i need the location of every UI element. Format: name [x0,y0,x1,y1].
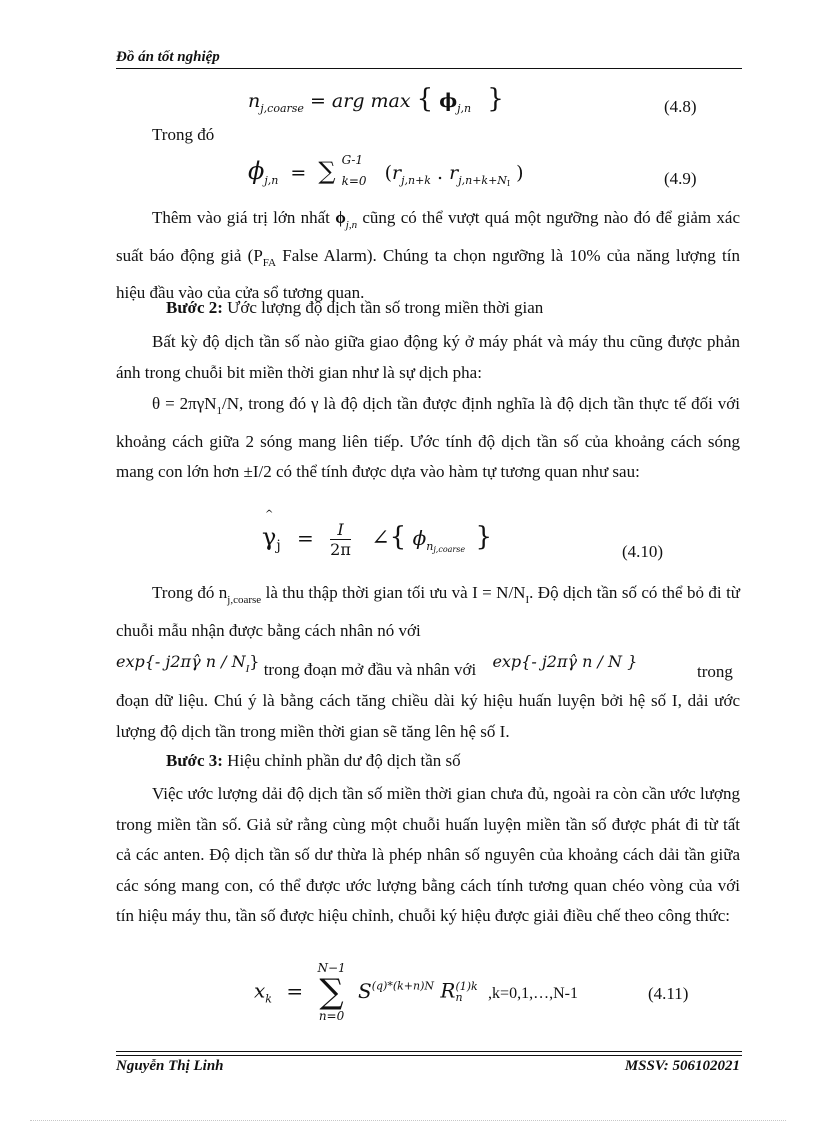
step2-heading [166,298,543,318]
paragraph-coarse [116,578,740,646]
eq-4-9-phi-sub: j,n [264,174,279,187]
eq-4-9-term2-sub: j,n+k+N [458,174,507,187]
eq-number-4-10: (4.10) [622,542,664,561]
step3-text: Hiệu chỉnh phần dư độ dịch tần số [222,751,461,770]
para5-text: đoạn dữ liệu. Chú ý là bằng cách tăng chiều dài ký hiệu huấn luyện bởi hệ số I, dải ước lượng độ dịch tần trong miền thời gian sẽ tăng lên hệ số I. [116,691,740,741]
eq-4-11-sum-bottom: n=0 [318,1009,345,1023]
para3-sub: 1 [216,405,223,417]
paragraph-residual [116,779,740,932]
para3-part-b: /N, trong đó γ là độ dịch tần được định nghĩa là độ dịch tần thực tế đối với khoảng cách giữa 2 sóng mang liên tiếp. Ước tính độ dịch tần số của khoảng cách sóng mang con lớn hơn ±I/2 có thể tính được dựa vào hàm tự tương quan như sau: [116,394,740,481]
page-bottom-dotted-border [30,1120,786,1121]
eq-number-4-9: (4.9) [664,169,697,188]
para4-sub2: I [525,594,530,606]
step3-heading [166,751,461,771]
eq-4-9-sum-bottom: k=0 [341,174,367,188]
exp-line-end: trong [697,662,733,681]
equation-4-11: $x_k$ = N−1 ∑ n=0 $S^{(q)*(k+n)N}$ R (1)k n ,k=0,1,…,N-1 [254,961,578,1023]
para2-text: Bất kỳ độ dịch tần số nào giữa giao động ký ở máy phát và máy thu cũng được phản ánh trong chuỗi bit miền thời gian như là sự dịch pha: [116,332,740,382]
para3-part-a: θ = 2πγN [152,394,217,413]
eq-4-11-range: ,k=0,1,…,N-1 [488,984,578,1002]
para1-phi-sub: j,n [345,219,358,231]
exp-line [116,652,638,679]
para1-pfa-sub: FA [262,256,277,269]
trong-do-label: Trong đó [152,125,215,144]
paragraph-threshold: Thêm vào giá trị lớn nhất $\phi_{j,n}$ cũng có thể vượt quá một ngưỡng nào đó để giảm xác suất báo động giả ($P_{FA}$ False Alarm). Chúng ta chọn ngưỡng là 10% của năng lượng tín hiệu đầu vào của cửa sổ tương quan. [116,208,741,302]
paragraph-data-segment [116,686,740,747]
eq-4-8-lhs: n [248,90,261,112]
eq-number-4-8: (4.8) [664,97,697,116]
eq-4-11-r-sup: (1)k [455,980,478,993]
para1-part-c: False Alarm). Chúng ta chọn ngưỡng là 10% của năng lượng tín hiệu đầu vào của cửa sổ tương quan. [116,245,740,302]
eq-4-10-lhs-sub: j [276,538,281,554]
exp1-end: } [249,652,260,671]
footer-author: Nguyễn Thị Linh [116,1058,224,1074]
para1-part-b: cũng có thể vượt quá một ngưỡng nào đó để giảm xác suất báo động giả (P [116,208,741,265]
eq-4-11-r-sub: n [455,991,463,1004]
para1-part-a: Thêm vào giá trị lớn nhất [152,208,330,227]
para4-sub: j,coarse [227,594,262,606]
exp1-formula: exp{- j2πγ̂ n / N [116,652,246,671]
footer-student-id: MSSV: 506102021 [624,1058,740,1074]
step3-label: Bước 3: [166,751,223,770]
eq-4-8-phi-sub: j,n [457,102,472,115]
footer-rule-bottom [116,1055,742,1056]
footer-rule-top [116,1051,742,1052]
para4-part-a: Trong đó n [152,583,228,602]
para4-part-c: . Độ dịch tần số có thể bỏ đi từ chuỗi mẫu nhận được bằng cách nhân nó với [116,583,741,640]
step2-text: Ước lượng độ dịch tần số trong miền thời gian [222,298,544,317]
eq-4-9-term1-sub: j,n+k [401,174,431,187]
para4-part-b: là thu thập thời gian tối ưu và I = N/N [261,583,526,602]
eq-4-9-term2-subsub: I [506,179,511,188]
eq-4-11-lhs: x [254,978,266,1003]
eq-4-11-sum-top: N−1 [317,961,346,975]
exp2-formula: exp{- j2πγ̂ n / N } [492,652,638,671]
eq-4-10-num: I [330,520,351,540]
eq-4-8-rhs: = arg max [309,90,411,112]
exp-mid-text: trong đoạn mở đầu và nhân với [263,660,477,679]
header-title: Đồ án tốt nghiệp [116,49,220,65]
eq-4-10-den: 2π [330,540,351,559]
equation-4-9: $\phi_{j,n}$ = ∑ G-1 k=0 ($r_{j,n+k}$ . $r_{j,n+k+NI}$ ) [248,153,524,188]
header-rule [116,68,742,69]
equation-4-10: ^ $\gamma_j$ = $\frac{I}{2\pi}$ ∠{ $\phi_{nj,coarse}$ } [262,509,492,559]
eq-4-11-lhs-sub: k [265,992,272,1006]
eq-4-10-lhs: γ [262,523,277,551]
eq-4-10-phi-subsub: j,coarse [433,545,466,554]
eq-number-4-11: (4.11) [648,984,689,1003]
paragraph-theta [116,389,740,488]
paragraph-phase-shift [116,327,740,388]
exp1-sub: I [245,663,250,675]
equation-4-8: $n_{j,coarse}$ = arg max { $\phi_{j,n}$ } [248,84,504,115]
step2-label: Bước 2: [166,298,223,317]
eq-4-8-lhs-sub: j,coarse [260,102,304,115]
eq-4-10-phi-sub: n [426,540,434,553]
para6-text: Việc ước lượng dải độ dịch tần số miền thời gian chưa đủ, ngoài ra còn cần ước lượng trong miền tần số. Giả sử rằng cùng một chuỗi huấn luyện miền tần số được phát đi từ tất cả các anten. Độ dịch tần số dư thừa là phép nhân số nguyên của khoảng cách dải tần giữa các sóng mang con, có thể được ước lượng bằng cách tính tương quan chéo vòng của với tín hiệu máy thu, tần số được hiệu chỉnh, chuỗi ký hiệu được giải điều chế theo công thức: [116,784,740,925]
eq-4-11-s-sup: (q)*(k+n)N [371,979,435,993]
eq-4-9-sum-top: G-1 [341,153,364,167]
